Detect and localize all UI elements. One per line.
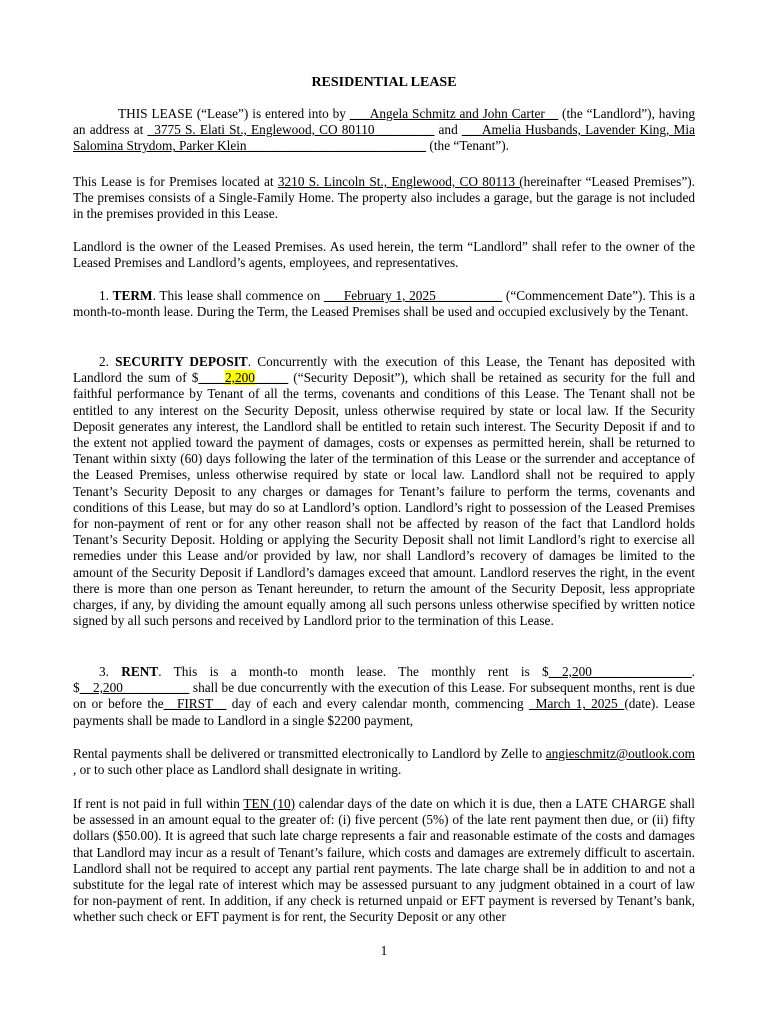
payment-email: angieschmitz@outlook.com xyxy=(545,746,695,761)
term-section xyxy=(73,288,695,320)
payment-paragraph xyxy=(73,746,695,778)
rent-text: (date). Lease payments shall be made to Landlord in a single $2200 payment, xyxy=(73,696,695,728)
tenant-names: ___Amelia Husbands, Lavender King, Mia Salomina Strydom, Parker Klein___________________________ xyxy=(73,122,695,154)
deposit-amount: 2,200 xyxy=(225,370,255,386)
late-days: TEN (10) xyxy=(243,796,296,811)
monthly-rent: __2,200_______________ xyxy=(548,664,692,679)
landlord-names: ___Angela Schmitz and John Carter__ xyxy=(349,106,559,121)
premises-paragraph xyxy=(73,174,695,223)
section-number: 1. xyxy=(99,288,109,303)
deposit-blank: ____ xyxy=(198,370,225,386)
landlord-address: _3775 S. Elati St., Englewood, CO 80110_________ xyxy=(147,122,435,138)
payment-text: , or to such other place as Landlord shall designate in writing. xyxy=(73,762,402,778)
intro-text: (the “Landlord”), having an address at xyxy=(73,106,695,138)
due-day: __FIRST__ xyxy=(163,696,227,712)
payment-text: Rental payments shall be delivered or transmitted electronically to Landlord by Zelle to xyxy=(73,746,546,761)
premises-text: This Lease is for Premises located at xyxy=(73,174,278,189)
rent-text: . This is a month-to month lease. The monthly rent is $ xyxy=(158,664,549,679)
deposit-text: . Concurrently with the execution of this Lease, the Tenant has deposited with Landlord the sum of $ xyxy=(73,354,695,386)
deposit-blank: _____ xyxy=(254,370,289,386)
late-text: If rent is not paid in full within xyxy=(73,796,244,811)
section-number: 2. xyxy=(99,354,109,369)
landlord-paragraph: Landlord is the owner of the Leased Premises. As used herein, the term “Landlord” shall refer to the owner of the Leased Premises and Landlord’s agents, employees, and representatives. xyxy=(73,239,695,271)
rent-heading: RENT xyxy=(121,664,159,679)
rent-start-date: _March 1, 2025_ xyxy=(529,696,625,712)
late-charge-paragraph xyxy=(73,796,695,926)
deposit-text: (“Security Deposit”), which shall be retained as security for the full and faithful performance by Tenant of all the terms, covenants and conditions of this Lease. The Tenant shall not be entitled to any interest on the Security Deposit, unless otherwise required by state or local law. If the Security Deposit generates any interest, the Landlord shall be entitled to retain such interest. The Security Deposit if and to the extent not applied toward the payment of damages, costs or expenses as permitted herein, shall be returned to Tenant within sixty (60) days following the later of the termination of this Lease or the surrender and acceptance of the Leased Premises, unless otherwise required by state or local law. Landlord shall not be required to apply Tenant’s Security Deposit to any charges or damages for Tenant’s failure to perform the terms, covenants and conditions of this Lease, but may do so at Landlord’s option. Landlord’s right to possession of the Leased Premises for non-payment of rent or for any other reason shall not be affected by reason of the fact that Landlord holds Tenant’s Security Deposit. Holding or applying the Security Deposit shall not limit Landlord’s right to exercise all remedies under this Lease and/or provided by law, nor shall Landlord’s recovery of damages be limited to the amount of the Security Deposit if Landlord’s damages exceed that amount. Landlord reserves the right, in the event there is more than one person as Tenant hereunder, to return the amount of the Security Deposit, less appropriate charges, if any, by dividing the amount equally among all such persons unless otherwise specified by written notice signed by all such persons and received by Landlord prior to the termination of this Lease. xyxy=(73,370,695,629)
deposit-heading: SECURITY DEPOSIT xyxy=(115,354,248,369)
first-payment: __2,200__________ xyxy=(79,680,190,696)
term-heading: TERM xyxy=(112,288,153,303)
intro-text: and xyxy=(434,122,462,138)
rent-text: . $ xyxy=(73,664,695,696)
rent-section xyxy=(73,664,695,729)
late-text: calendar days of the date on which it is due, then a LATE CHARGE shall be assessed in an amount equal to the greater of: (i) five percent (5%) of the late rent payment then due, or (ii) fifty dollars ($50.00). It is agreed that such late charge represents a fair and reasonable estimate of the costs and damages that Landlord may incur as a result of Tenant’s failure, which costs and damages are extremely difficult to ascertain. Landlord shall not be required to accept any partial rent payments. The late charge shall be in addition to and not a substitute for the legal rate of interest which may be assessed pursuant to any judgment obtained in a court of law for non-payment of rent. In addition, if any check is returned unpaid or EFT payment is reversed by Tenant’s bank, whether such check or EFT payment is for rent, the Security Deposit or any other xyxy=(73,796,696,925)
term-text: . This lease shall commence on xyxy=(152,288,324,303)
premises-address: 3210 S. Lincoln St., Englewood, CO 80113 ( xyxy=(277,174,524,189)
rent-text: shall be due concurrently with the execution of this Lease. For subsequent months, rent is due on or before the xyxy=(73,680,695,712)
section-number: 3. xyxy=(99,664,109,679)
commencement-date: ___February 1, 2025__________ xyxy=(323,288,503,303)
rent-text: day of each and every calendar month, commencing xyxy=(226,696,530,712)
intro-text: THIS LEASE (“Lease”) is entered into by xyxy=(118,106,350,121)
intro-paragraph xyxy=(73,106,695,155)
security-deposit-section xyxy=(73,354,695,629)
page-number: 1 xyxy=(380,943,388,958)
premises-text: hereinafter “Leased Premises”). The premises consists of a Single-Family Home. The property also includes a garage, but the garage is not included in the premises provided in this Lease. xyxy=(73,174,695,222)
term-text: (“Commencement Date”). This is a month-to-month lease. During the Term, the Leased Premises shall be used and occupied exclusively by the Tenant. xyxy=(73,288,695,320)
document-title: RESIDENTIAL LEASE xyxy=(311,75,457,90)
intro-text: (the “Tenant”). xyxy=(426,138,509,154)
